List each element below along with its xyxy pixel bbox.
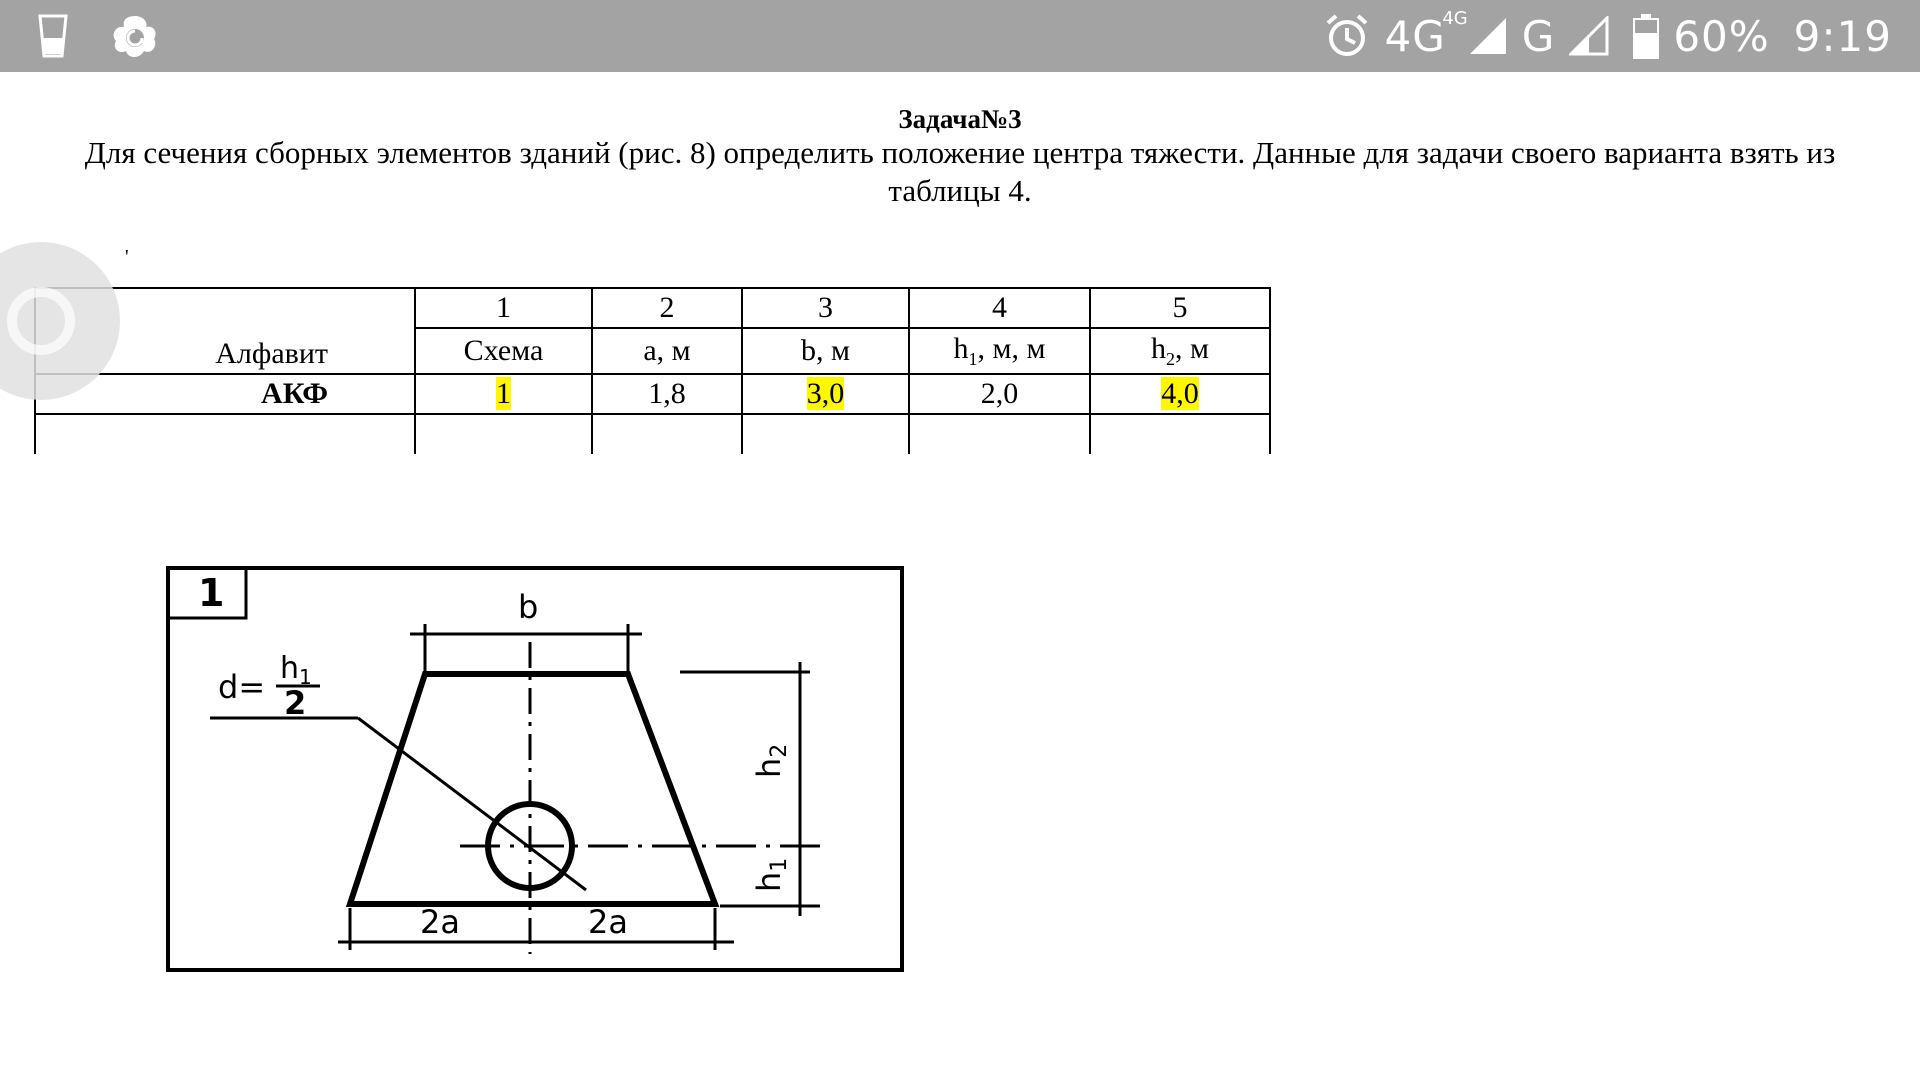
col-number-1: 1 [415,288,592,328]
label-d-num: $h_1$ [280,651,312,689]
row-b: 3,0 [742,374,909,414]
row-alphabet: АКФ [35,374,415,414]
label-d-den: 2 [284,684,307,722]
col-number-3: 3 [742,288,909,328]
label-b: b [518,588,539,626]
signal-strength-icon-2 [1569,16,1609,56]
task-title: Задача№3 [898,104,1022,134]
label-2a-left: 2a [420,903,460,941]
empty-cell [909,414,1090,454]
header-b: b, м [742,328,909,374]
row-h2: 4,0 [1090,374,1270,414]
col-number-2: 2 [592,288,742,328]
signal-strength-icon [1468,16,1508,56]
label-h2: h2 [750,743,792,778]
battery-percent: 60% [1673,11,1770,61]
task-paragraph: Для сечения сборных элементов зданий (рис. 8) определить положение центра тяжести. Данные для задачи своего варианта взять из таблицы 4. [84,135,1836,208]
empty-cell [1090,414,1270,454]
empty-cell [35,414,415,454]
network-4g-label: 4G 4G [1384,7,1468,61]
col-number-4: 4 [909,288,1090,328]
status-bar [0,0,1920,72]
trapezoid-section [350,674,715,904]
empty-cell [742,414,909,454]
glass-icon [38,14,68,58]
variant-table [34,287,1271,454]
header-a: а, м [592,328,742,374]
col-number-5: 5 [1090,288,1270,328]
label-d: d= [218,668,266,706]
row-scheme: 1 [415,374,592,414]
figure-frame [168,568,902,970]
header-scheme: Схема [415,328,592,374]
clock-time: 9:19 [1793,11,1892,61]
row-h1: 2,0 [909,374,1090,414]
section-figure [150,550,920,980]
figure-number: 1 [198,571,225,615]
avast-icon [110,13,160,59]
alarm-icon [1324,13,1370,59]
header-h2: $h_2$, м [1090,328,1270,374]
row-a: 1,8 [592,374,742,414]
battery-icon [1633,13,1659,59]
header-h1: $h_1$, м, м [909,328,1090,374]
leader-line [358,718,586,890]
stray-mark: ' [125,246,129,268]
label-h1: h1 [750,857,792,892]
empty-cell [415,414,592,454]
empty-cell [592,414,742,454]
label-2a-right: 2a [588,903,628,941]
alphabet-header: Алфавит [35,288,415,374]
network-g-label: G [1521,11,1556,61]
